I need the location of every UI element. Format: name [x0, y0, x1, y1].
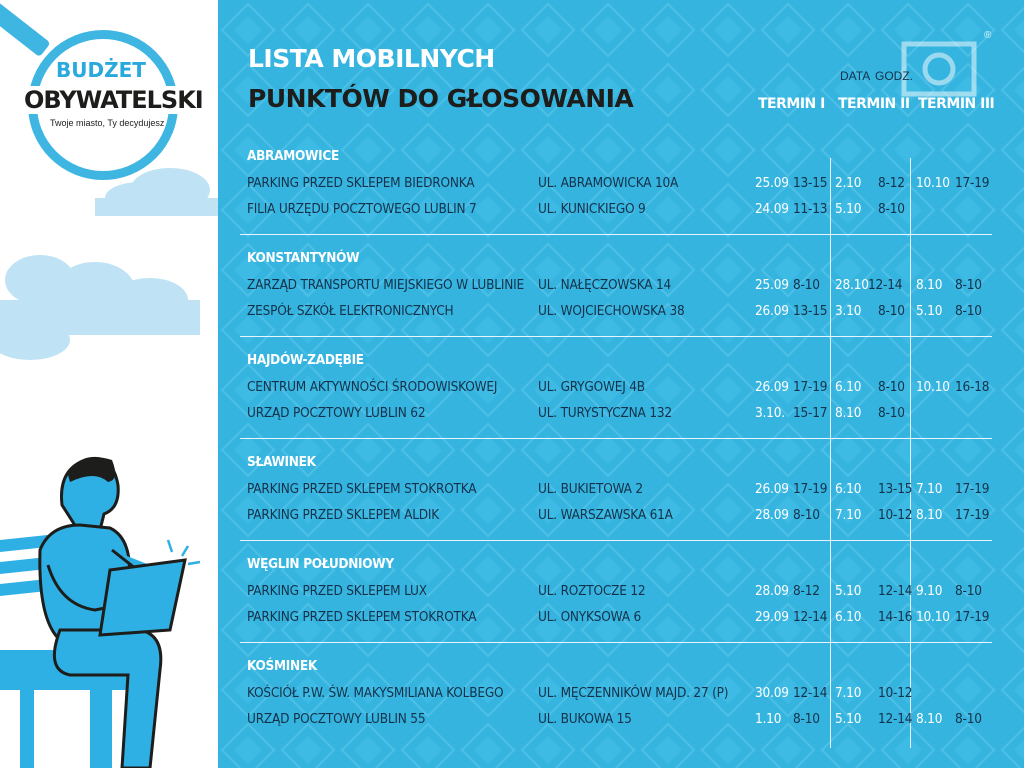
table-row — [218, 685, 1024, 705]
table-row — [218, 609, 1024, 629]
term-3-date: 10.10 — [916, 175, 950, 191]
person-on-bench-illustration — [0, 430, 218, 768]
term-3-hours: 8-10 — [955, 711, 982, 727]
place-address: UL. BUKIETOWA 2 — [538, 481, 643, 497]
place-address: UL. GRYGOWEJ 4B — [538, 379, 645, 395]
page-title-line2: PUNKTÓW DO GŁOSOWANIA — [248, 84, 634, 113]
term-3-date: 8.10 — [916, 711, 943, 727]
term-1-date: 1.10 — [755, 711, 782, 727]
term-3-date: 9.10 — [916, 583, 943, 599]
term-3-hours: 16-18 — [955, 379, 990, 395]
table-row — [218, 711, 1024, 731]
place-name: PARKING PRZED SKLEPEM STOKROTKA — [247, 481, 477, 497]
place-name: PARKING PRZED SKLEPEM BIEDRONKA — [247, 175, 475, 191]
table-row — [218, 201, 1024, 221]
term-1-date: 25.09 — [755, 277, 789, 293]
term-2-date: 6.10 — [835, 609, 862, 625]
term-3-date: 5.10 — [916, 303, 943, 319]
term-3-hours: 17-19 — [955, 609, 990, 625]
table-row — [218, 583, 1024, 603]
place-address: UL. BUKOWA 15 — [538, 711, 632, 727]
term-3-date: 8.10 — [916, 277, 943, 293]
place-address: UL. TURYSTYCZNA 132 — [538, 405, 672, 421]
term-2-header: TERMIN II — [838, 96, 910, 112]
term-2-hours: 13-15 — [878, 481, 913, 497]
section-name: ABRAMOWICE — [247, 148, 339, 164]
place-address: UL. WARSZAWSKA 61A — [538, 507, 673, 523]
section-name: KONSTANTYNÓW — [247, 250, 360, 266]
place-name: CENTRUM AKTYWNOŚCI ŚRODOWISKOWEJ — [247, 379, 498, 395]
term-3-date: 10.10 — [916, 379, 950, 395]
term-2-hours: 12-14 — [878, 711, 913, 727]
godz-label: GODZ. — [875, 69, 913, 83]
term-3-hours: 17-19 — [955, 507, 990, 523]
place-name: KOŚCIÓŁ P.W. ŚW. MAKYSMILIANA KOLBEGO — [247, 685, 504, 701]
cloud-illustration — [0, 150, 218, 410]
term-2-date: 5.10 — [835, 583, 862, 599]
term-3-date: 10.10 — [916, 609, 950, 625]
term-1-hours: 17-19 — [793, 379, 828, 395]
section-kośminek — [218, 658, 1024, 758]
table-row — [218, 277, 1024, 297]
place-name: PARKING PRZED SKLEPEM LUX — [247, 583, 427, 599]
section-abramowice — [218, 148, 1024, 248]
term-1-date: 30.09 — [755, 685, 789, 701]
term-2-hours: 12-14 — [868, 277, 903, 293]
place-name: URZĄD POCZTOWY LUBLIN 62 — [247, 405, 426, 421]
term-1-hours: 15-17 — [793, 405, 828, 421]
term-2-date: 5.10 — [835, 201, 862, 217]
term-3-date: 8.10 — [916, 507, 943, 523]
term-2-hours: 12-14 — [878, 583, 913, 599]
place-address: UL. NAŁĘCZOWSKA 14 — [538, 277, 672, 293]
term-3-hours: 8-10 — [955, 583, 982, 599]
section-name: WĘGLIN POŁUDNIOWY — [247, 556, 394, 572]
term-2-hours: 10-12 — [878, 685, 913, 701]
section-konstantynów — [218, 250, 1024, 350]
term-2-hours: 10-12 — [878, 507, 913, 523]
term-1-hours: 8-10 — [793, 277, 820, 293]
place-name: ZARZĄD TRANSPORTU MIEJSKIEGO W LUBLINIE — [247, 277, 524, 293]
term-1-header: TERMIN I — [758, 96, 825, 112]
table-row — [218, 175, 1024, 195]
term-2-date: 8.10 — [835, 405, 862, 421]
term-1-hours: 11-13 — [793, 201, 828, 217]
term-2-hours: 8-10 — [878, 379, 905, 395]
term-3-hours: 8-10 — [955, 303, 982, 319]
term-1-date: 29.09 — [755, 609, 789, 625]
section-węglin południowy — [218, 556, 1024, 656]
term-2-hours: 14-16 — [878, 609, 913, 625]
term-1-date: 26.09 — [755, 379, 789, 395]
section-sławinek — [218, 454, 1024, 554]
data-label: DATA — [840, 69, 871, 83]
term-2-hours: 8-10 — [878, 405, 905, 421]
logo-magnifier-handle — [0, 0, 51, 57]
section-name: KOŚMINEK — [247, 658, 317, 674]
term-1-hours: 8-10 — [793, 711, 820, 727]
place-address: UL. KUNICKIEGO 9 — [538, 201, 646, 217]
place-address: UL. WOJCIECHOWSKA 38 — [538, 303, 685, 319]
term-1-hours: 17-19 — [793, 481, 828, 497]
place-name: FILIA URZĘDU POCZTOWEGO LUBLIN 7 — [247, 201, 477, 217]
term-2-date: 7.10 — [835, 685, 862, 701]
term-2-date: 5.10 — [835, 711, 862, 727]
term-3-hours: 17-19 — [955, 175, 990, 191]
term-1-hours: 8-12 — [793, 583, 820, 599]
term-2-hours: 8-10 — [878, 303, 905, 319]
term-1-date: 3.10. — [755, 405, 785, 421]
term-2-date: 3.10 — [835, 303, 862, 319]
term-2-date: 7.10 — [835, 507, 862, 523]
logo-line2: OBYWATELSKI — [24, 86, 203, 114]
section-hajdów-zadębie — [218, 352, 1024, 452]
place-name: URZĄD POCZTOWY LUBLIN 55 — [247, 711, 426, 727]
term-1-date: 28.09 — [755, 583, 789, 599]
term-1-date: 25.09 — [755, 175, 789, 191]
term-1-date: 24.09 — [755, 201, 789, 217]
place-name: PARKING PRZED SKLEPEM ALDIK — [247, 507, 440, 523]
table-row — [218, 303, 1024, 323]
table-row — [218, 405, 1024, 425]
place-address: UL. MĘCZENNIKÓW MAJD. 27 (P) — [538, 685, 729, 701]
term-2-date: 6.10 — [835, 481, 862, 497]
registered-mark: ® — [984, 30, 992, 41]
term-3-header: TERMIN III — [918, 96, 995, 112]
logo-tagline: Twoje miasto, Ty decydujesz — [50, 118, 165, 128]
section-name: SŁAWINEK — [247, 454, 316, 470]
term-1-hours: 13-15 — [793, 303, 828, 319]
term-1-hours: 12-14 — [793, 609, 828, 625]
term-1-date: 28.09 — [755, 507, 789, 523]
logo-line1: BUDŻET — [56, 58, 146, 82]
term-2-date: 2.10 — [835, 175, 862, 191]
term-2-date: 28.10 — [835, 277, 869, 293]
place-address: UL. ROZTOCZE 12 — [538, 583, 646, 599]
place-name: PARKING PRZED SKLEPEM STOKROTKA — [247, 609, 477, 625]
term-1-hours: 8-10 — [793, 507, 820, 523]
table-row — [218, 507, 1024, 527]
left-panel — [0, 0, 218, 768]
term-1-date: 26.09 — [755, 303, 789, 319]
term-1-hours: 13-15 — [793, 175, 828, 191]
term-1-hours: 12-14 — [793, 685, 828, 701]
term-2-date: 6.10 — [835, 379, 862, 395]
table-row — [218, 379, 1024, 399]
term-3-date: 7.10 — [916, 481, 943, 497]
term-3-hours: 17-19 — [955, 481, 990, 497]
table-row — [218, 481, 1024, 501]
term-2-hours: 8-12 — [878, 175, 905, 191]
term-2-hours: 8-10 — [878, 201, 905, 217]
place-address: UL. ONYKSOWA 6 — [538, 609, 642, 625]
term-1-date: 26.09 — [755, 481, 789, 497]
place-address: UL. ABRAMOWICKA 10A — [538, 175, 679, 191]
place-name: ZESPÓŁ SZKÓŁ ELEKTRONICZNYCH — [247, 303, 454, 319]
term-3-hours: 8-10 — [955, 277, 982, 293]
section-name: HAJDÓW-ZADĘBIE — [247, 352, 364, 368]
main-panel — [218, 0, 1024, 768]
page-title-line1: LISTA MOBILNYCH — [248, 44, 495, 73]
